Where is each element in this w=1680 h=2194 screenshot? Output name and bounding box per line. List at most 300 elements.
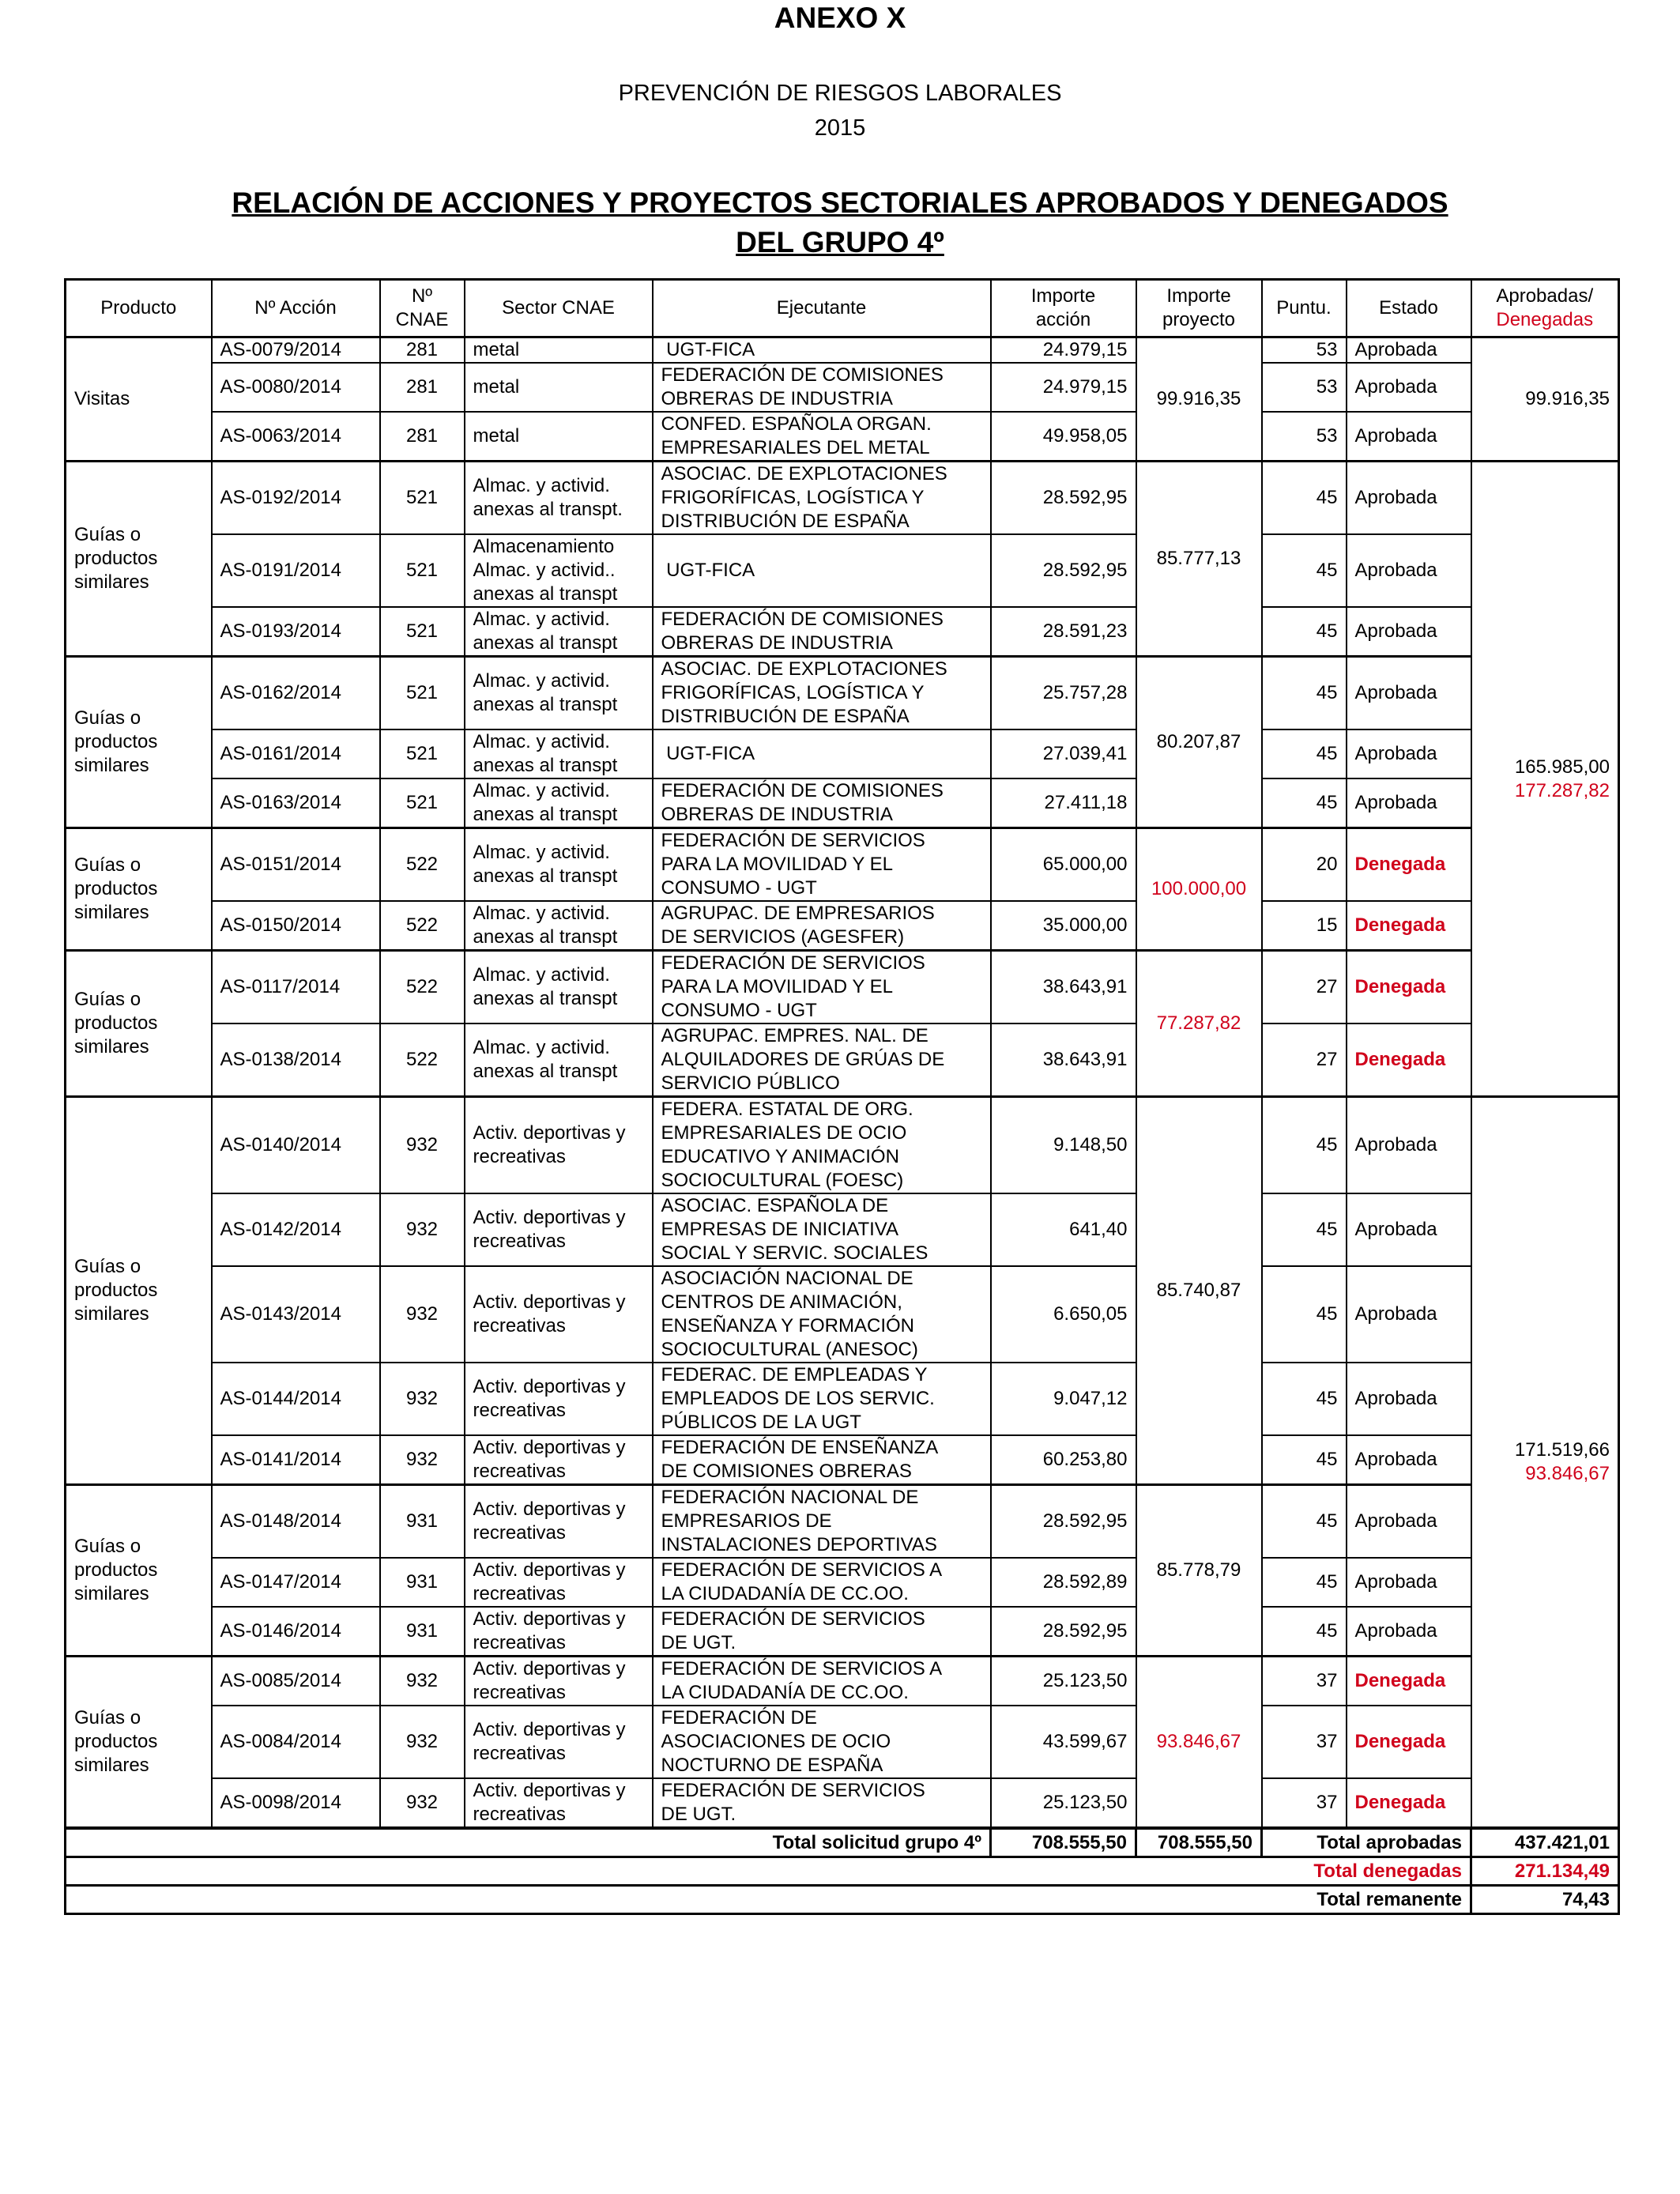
ejecutante-line: ASOCIAC. DE EXPLOTACIONES [661, 463, 947, 484]
action-number: AS-0150/2014 [220, 914, 341, 936]
cnae-cell [380, 1266, 465, 1363]
cnae-code: 932 [405, 1219, 439, 1240]
product-line: productos [74, 1731, 158, 1752]
product-line: productos [74, 1559, 158, 1581]
product-cell [66, 1657, 212, 1828]
table-row [66, 1023, 1619, 1097]
action-number: AS-0146/2014 [220, 1620, 341, 1642]
sector-line: recreativas [473, 1804, 566, 1825]
ejecutante-line: DE UGT. [661, 1804, 736, 1825]
puntuacion-cell [1262, 1097, 1347, 1194]
sector-line: Activ. deportivas y [473, 1122, 626, 1144]
ejecutante-line: FEDERACIÓN DE SERVICIOS [661, 952, 925, 974]
ejecutante-line: CONSUMO - UGT [661, 1000, 817, 1021]
ejecutante-line: SOCIOCULTURAL (FOESC) [661, 1170, 904, 1191]
col-header-importe-accion-line: acción [1035, 309, 1091, 330]
sector-line: anexas al transpt [473, 583, 618, 605]
ejecutante-cell [653, 1097, 991, 1194]
ejecutante-line: DISTRIBUCIÓN DE ESPAÑA [661, 511, 910, 532]
cnae-code: 521 [405, 682, 439, 703]
estado-badge: Aprobada [1354, 487, 1437, 508]
ejecutante-line: ALQUILADORES DE GRÚAS DE [661, 1049, 945, 1070]
puntuacion: 45 [1316, 620, 1338, 642]
cnae-cell [380, 412, 465, 462]
product-line: Visitas [74, 388, 130, 409]
importe-accion-cell [991, 1363, 1136, 1435]
table-row [66, 1097, 1619, 1194]
importe-accion-cell [991, 1657, 1136, 1706]
cnae-cell [380, 1657, 465, 1706]
puntuacion-cell [1262, 1435, 1347, 1485]
importe-accion-cell [991, 1097, 1136, 1194]
product-line: Guías o [74, 1536, 141, 1557]
col-header-producto [66, 280, 212, 337]
estado-cell [1347, 462, 1471, 535]
cnae-cell [380, 607, 465, 657]
table-header-row [66, 280, 1619, 337]
ejecutante-line: FEDERACIÓN DE COMISIONES [661, 780, 944, 801]
cnae-cell [380, 1193, 465, 1266]
puntuacion-cell [1262, 363, 1347, 412]
puntuacion: 37 [1316, 1670, 1338, 1691]
action-number-cell [212, 1485, 380, 1559]
sector-cell [465, 1435, 653, 1485]
sector-line: anexas al transpt [473, 632, 618, 654]
importe-accion: 28.591,23 [1042, 620, 1128, 642]
sector-cell [465, 778, 653, 828]
importe-accion: 28.592,95 [1042, 1620, 1128, 1642]
importe-accion: 28.592,95 [1042, 1510, 1128, 1532]
importe-proyecto: 99.916,35 [1156, 388, 1241, 409]
table-row [66, 1607, 1619, 1657]
document-subtitle: PREVENCIÓN DE RIESGOS LABORALES [618, 81, 1062, 106]
cnae-code: 522 [405, 1049, 439, 1070]
action-number: AS-0161/2014 [220, 743, 341, 764]
cnae-code: 281 [405, 339, 439, 360]
product-line: similares [74, 902, 149, 923]
importe-accion-cell [991, 607, 1136, 657]
estado-cell [1347, 1778, 1471, 1827]
action-number: AS-0138/2014 [220, 1049, 341, 1070]
importe-accion-cell [991, 1023, 1136, 1097]
ejecutante-line: OBRERAS DE INDUSTRIA [661, 804, 893, 825]
puntuacion: 45 [1316, 1134, 1338, 1155]
estado-badge: Aprobada [1354, 1571, 1437, 1593]
importe-accion-cell [991, 363, 1136, 412]
importe-proyecto-cell [1136, 1485, 1262, 1657]
sector-line: Almac. y activid. [473, 1037, 610, 1058]
estado-badge: Denegada [1354, 976, 1446, 997]
ejecutante-line: AGRUPAC. DE EMPRESARIOS [661, 903, 935, 924]
ejecutante-line: DE COMISIONES OBRERAS [661, 1461, 912, 1482]
total-aprobadas-value: 437.421,01 [1471, 1829, 1619, 1857]
action-number-cell [212, 657, 380, 730]
total-remanente-value: 74,43 [1471, 1886, 1619, 1914]
importe-accion: 9.148,50 [1053, 1134, 1128, 1155]
puntuacion-cell [1262, 1363, 1347, 1435]
action-number-cell [212, 1435, 380, 1485]
sector-cell [465, 412, 653, 462]
action-number: AS-0098/2014 [220, 1792, 341, 1813]
action-number: AS-0079/2014 [220, 339, 341, 360]
ejecutante-line: AGRUPAC. EMPRES. NAL. DE [661, 1025, 929, 1046]
product-line: Guías o [74, 1707, 141, 1728]
importe-accion-cell [991, 412, 1136, 462]
puntuacion: 37 [1316, 1731, 1338, 1752]
puntuacion-cell [1262, 1657, 1347, 1706]
ejecutante-cell [653, 657, 991, 730]
product-line: Guías o [74, 707, 141, 729]
cnae-cell [380, 951, 465, 1024]
estado-cell [1347, 1193, 1471, 1266]
sector-cell [465, 1657, 653, 1706]
importe-accion-cell [991, 337, 1136, 364]
ejecutante-cell [653, 534, 991, 607]
estado-badge: Aprobada [1354, 339, 1437, 360]
ejecutante-line: DE SERVICIOS (AGESFER) [661, 926, 905, 948]
importe-accion: 24.979,15 [1042, 339, 1128, 360]
ejecutante-cell [653, 1558, 991, 1607]
action-number-cell [212, 1193, 380, 1266]
table-row [66, 729, 1619, 778]
importe-accion-cell [991, 1435, 1136, 1485]
ejecutante-cell [653, 778, 991, 828]
estado-badge: Aprobada [1354, 1303, 1437, 1325]
ejecutante-line: FEDERAC. DE EMPLEADAS Y [661, 1364, 928, 1385]
importe-accion-cell [991, 901, 1136, 951]
ejecutante-line: ASOCIACIONES DE OCIO [661, 1731, 891, 1752]
cnae-code: 281 [405, 425, 439, 447]
puntuacion-cell [1262, 1706, 1347, 1778]
col-header-producto-text: Producto [100, 297, 177, 319]
importe-accion: 28.592,95 [1042, 560, 1128, 581]
ejecutante-cell [653, 951, 991, 1024]
puntuacion-cell [1262, 462, 1347, 535]
table-row [66, 1485, 1619, 1559]
ejecutante-cell [653, 607, 991, 657]
puntuacion: 45 [1316, 1620, 1338, 1642]
product-cell [66, 1097, 212, 1485]
ejecutante-line: PÚBLICOS DE LA UGT [661, 1412, 861, 1433]
action-number-cell [212, 828, 380, 902]
product-line: similares [74, 1755, 149, 1776]
sector-cell [465, 901, 653, 951]
sector-line: anexas al transpt [473, 694, 618, 715]
action-number: AS-0084/2014 [220, 1731, 341, 1752]
action-number-cell [212, 951, 380, 1024]
product-line: productos [74, 731, 158, 752]
cnae-code: 522 [405, 976, 439, 997]
importe-proyecto: 100.000,00 [1151, 878, 1247, 899]
cnae-cell [380, 1363, 465, 1435]
table-row [66, 657, 1619, 730]
sector-line: recreativas [473, 1632, 566, 1653]
cnae-cell [380, 337, 465, 364]
sector-line: Activ. deportivas y [473, 1608, 626, 1630]
cnae-code: 932 [405, 1670, 439, 1691]
action-number: AS-0144/2014 [220, 1388, 341, 1409]
estado-badge: Denegada [1354, 1731, 1446, 1752]
product-line: similares [74, 571, 149, 593]
col-header-cnae-line: Nº [411, 285, 433, 307]
product-cell [66, 657, 212, 828]
cnae-code: 931 [405, 1571, 439, 1593]
sector-line: Almac. y activid. [473, 609, 610, 630]
importe-accion-cell [991, 778, 1136, 828]
cnae-cell [380, 901, 465, 951]
table-row [66, 462, 1619, 535]
sector-line: Almacenamiento [473, 536, 615, 557]
sector-line: metal [473, 425, 520, 447]
ejecutante-line: EMPRESARIOS DE [661, 1510, 832, 1532]
table-row [66, 1706, 1619, 1778]
total-denegadas-row [66, 1857, 1619, 1886]
cnae-cell [380, 1607, 465, 1657]
sector-line: Almac. y activid. [473, 670, 610, 692]
product-line: Guías o [74, 989, 141, 1010]
sector-line: Almac. y activid. [473, 842, 610, 863]
sector-line: Activ. deportivas y [473, 1207, 626, 1228]
main-title-line1: RELACIÓN DE ACCIONES Y PROYECTOS SECTORIALES APROBADOS Y DENEGADOS [232, 187, 1448, 219]
importe-accion: 35.000,00 [1042, 914, 1128, 936]
puntuacion-cell [1262, 1607, 1347, 1657]
ejecutante-cell [653, 337, 991, 364]
action-number: AS-0142/2014 [220, 1219, 341, 1240]
col-header-accion-text: Nº Acción [254, 297, 337, 319]
ejecutante-cell [653, 1657, 991, 1706]
action-number: AS-0192/2014 [220, 487, 341, 508]
ejecutante-line: FEDERACIÓN DE SERVICIOS [661, 1780, 925, 1801]
sector-line: Almac. y activid. [473, 780, 610, 801]
importe-accion-cell [991, 1558, 1136, 1607]
col-header-puntu [1262, 280, 1347, 337]
importe-proyecto-cell [1136, 1097, 1262, 1485]
ejecutante-line: FEDERACIÓN DE SERVICIOS [661, 830, 925, 851]
estado-badge: Aprobada [1354, 620, 1437, 642]
importe-proyecto-cell [1136, 828, 1262, 951]
importe-proyecto: 85.740,87 [1156, 1280, 1241, 1301]
col-header-accion [212, 280, 380, 337]
estado-cell [1347, 828, 1471, 902]
ejecutante-line: EMPLEADOS DE LOS SERVIC. [661, 1388, 935, 1409]
puntuacion-cell [1262, 337, 1347, 364]
estado-badge: Aprobada [1354, 1134, 1437, 1155]
annex-title: ANEXO X [774, 2, 906, 34]
sector-line: recreativas [473, 1146, 566, 1167]
cnae-cell [380, 1097, 465, 1194]
sector-line: Activ. deportivas y [473, 1780, 626, 1801]
action-number-cell [212, 1097, 380, 1194]
ejecutante-line: INSTALACIONES DEPORTIVAS [661, 1534, 937, 1555]
sector-cell [465, 1097, 653, 1194]
cnae-cell [380, 657, 465, 730]
table-row [66, 363, 1619, 412]
col-header-sector-text: Sector CNAE [502, 297, 615, 319]
cnae-code: 521 [405, 620, 439, 642]
estado-cell [1347, 1485, 1471, 1559]
ejecutante-line: CONFED. ESPAÑOLA ORGAN. [661, 413, 932, 435]
puntuacion-cell [1262, 1485, 1347, 1559]
puntuacion: 45 [1316, 792, 1338, 813]
puntuacion-cell [1262, 1193, 1347, 1266]
importe-accion: 25.123,50 [1042, 1670, 1128, 1691]
product-line: similares [74, 1036, 149, 1057]
product-line: similares [74, 1583, 149, 1604]
ejecutante-cell [653, 1266, 991, 1363]
puntuacion: 45 [1316, 487, 1338, 508]
table-row [66, 1657, 1619, 1706]
action-number: AS-0151/2014 [220, 854, 341, 875]
ejecutante-line: FEDERACIÓN DE COMISIONES [661, 609, 944, 630]
action-number-cell [212, 901, 380, 951]
cnae-code: 522 [405, 914, 439, 936]
puntuacion-cell [1262, 657, 1347, 730]
ejecutante-cell [653, 1706, 991, 1778]
product-cell [66, 337, 212, 462]
product-line: Guías o [74, 854, 141, 876]
importe-accion-cell [991, 1607, 1136, 1657]
cnae-code: 932 [405, 1134, 439, 1155]
importe-proyecto-cell [1136, 1657, 1262, 1828]
action-number: AS-0143/2014 [220, 1303, 341, 1325]
sector-line: Almac. y activid. [473, 731, 610, 752]
importe-accion: 28.592,95 [1042, 487, 1128, 508]
col-header-importe-accion [991, 280, 1136, 337]
sector-cell [465, 1607, 653, 1657]
col-header-ejecutante-text: Ejecutante [776, 297, 867, 319]
sector-cell [465, 828, 653, 902]
action-number-cell [212, 1266, 380, 1363]
estado-badge: Aprobada [1354, 1449, 1437, 1470]
puntuacion: 27 [1316, 976, 1338, 997]
cnae-cell [380, 1558, 465, 1607]
col-header-estado [1347, 280, 1471, 337]
sector-cell [465, 462, 653, 535]
puntuacion-cell [1262, 828, 1347, 902]
importe-accion-cell [991, 951, 1136, 1024]
estado-badge: Aprobada [1354, 682, 1437, 703]
sector-line: recreativas [473, 1231, 566, 1252]
col-header-estado-text: Estado [1379, 297, 1438, 319]
puntuacion: 45 [1316, 1449, 1338, 1470]
summary-denegadas: 177.287,82 [1514, 779, 1610, 801]
ejecutante-line: FEDERACIÓN DE SERVICIOS A [661, 1658, 943, 1679]
ejecutante-line: FEDERACIÓN DE ENSEÑANZA [661, 1437, 939, 1458]
estado-cell [1347, 729, 1471, 778]
table-row [66, 901, 1619, 951]
table-row [66, 1266, 1619, 1363]
action-number: AS-0162/2014 [220, 682, 341, 703]
puntuacion: 45 [1316, 1510, 1338, 1532]
action-number: AS-0140/2014 [220, 1134, 341, 1155]
product-line: productos [74, 1012, 158, 1034]
cnae-cell [380, 534, 465, 607]
ejecutante-line: EMPRESARIALES DE OCIO [661, 1122, 907, 1144]
action-number: AS-0117/2014 [220, 976, 341, 997]
importe-accion-cell [991, 1778, 1136, 1827]
importe-proyecto-cell [1136, 462, 1262, 657]
sector-line: anexas al transpt [473, 755, 618, 776]
importe-accion: 27.039,41 [1042, 743, 1128, 764]
summary-denegadas: 93.846,67 [1525, 1463, 1610, 1484]
sector-cell [465, 1778, 653, 1827]
estado-cell [1347, 1607, 1471, 1657]
actions-table [64, 278, 1620, 1828]
puntuacion: 20 [1316, 854, 1338, 875]
sector-cell [465, 1485, 653, 1559]
puntuacion-cell [1262, 607, 1347, 657]
main-title-line2: DEL GRUPO 4º [736, 226, 944, 258]
ejecutante-line: LA CIUDADANÍA DE CC.OO. [661, 1682, 909, 1703]
estado-cell [1347, 1657, 1471, 1706]
cnae-code: 521 [405, 792, 439, 813]
col-header-importe-proyecto-line: Importe [1166, 285, 1231, 307]
estado-cell [1347, 363, 1471, 412]
cnae-cell [380, 1485, 465, 1559]
ejecutante-line: CENTROS DE ANIMACIÓN, [661, 1291, 902, 1313]
action-number: AS-0147/2014 [220, 1571, 341, 1593]
table-row [66, 1363, 1619, 1435]
table-row [66, 337, 1619, 364]
puntuacion-cell [1262, 778, 1347, 828]
sector-line: anexas al transpt [473, 926, 618, 948]
importe-proyecto: 80.207,87 [1156, 731, 1241, 752]
estado-badge: Aprobada [1354, 792, 1437, 813]
ejecutante-line: FEDERACIÓN DE [661, 1707, 817, 1728]
ejecutante-cell [653, 1485, 991, 1559]
importe-accion-cell [991, 462, 1136, 535]
sector-line: anexas al transpt. [473, 499, 623, 520]
product-line: Guías o [74, 1256, 141, 1277]
ejecutante-line: PARA LA MOVILIDAD Y EL [661, 854, 893, 875]
ejecutante-line: DE UGT. [661, 1632, 736, 1653]
importe-accion-cell [991, 1266, 1136, 1363]
sector-cell [465, 534, 653, 607]
sector-line: anexas al transpt [473, 988, 618, 1009]
total-solicitud-label: Total solicitud grupo 4º [66, 1829, 991, 1857]
totals-table [64, 1827, 1620, 1915]
ejecutante-line: OBRERAS DE INDUSTRIA [661, 632, 893, 654]
action-number: AS-0063/2014 [220, 425, 341, 447]
total-aprobadas-label: Total aprobadas [1262, 1829, 1471, 1857]
puntuacion-cell [1262, 901, 1347, 951]
sector-line: Activ. deportivas y [473, 1376, 626, 1397]
action-number-cell [212, 462, 380, 535]
estado-badge: Denegada [1354, 854, 1446, 875]
importe-accion: 38.643,91 [1042, 976, 1128, 997]
col-header-sector [465, 280, 653, 337]
summary-aprobadas: 171.519,66 [1514, 1439, 1610, 1461]
cnae-code: 932 [405, 1792, 439, 1813]
action-number-cell [212, 1363, 380, 1435]
cnae-code: 281 [405, 376, 439, 398]
sector-cell [465, 1363, 653, 1435]
ejecutante-line: ASOCIAC. DE EXPLOTACIONES [661, 658, 947, 680]
ejecutante-line: UGT-FICA [661, 560, 755, 581]
puntuacion-cell [1262, 412, 1347, 462]
col-header-cnae [380, 280, 465, 337]
product-line: similares [74, 755, 149, 776]
ejecutante-line: LA CIUDADANÍA DE CC.OO. [661, 1583, 909, 1604]
sector-line: anexas al transpt [473, 1061, 618, 1082]
cnae-cell [380, 363, 465, 412]
cnae-code: 521 [405, 560, 439, 581]
product-line: productos [74, 1280, 158, 1301]
estado-cell [1347, 534, 1471, 607]
action-number: AS-0193/2014 [220, 620, 341, 642]
action-number: AS-0163/2014 [220, 792, 341, 813]
puntuacion: 45 [1316, 682, 1338, 703]
